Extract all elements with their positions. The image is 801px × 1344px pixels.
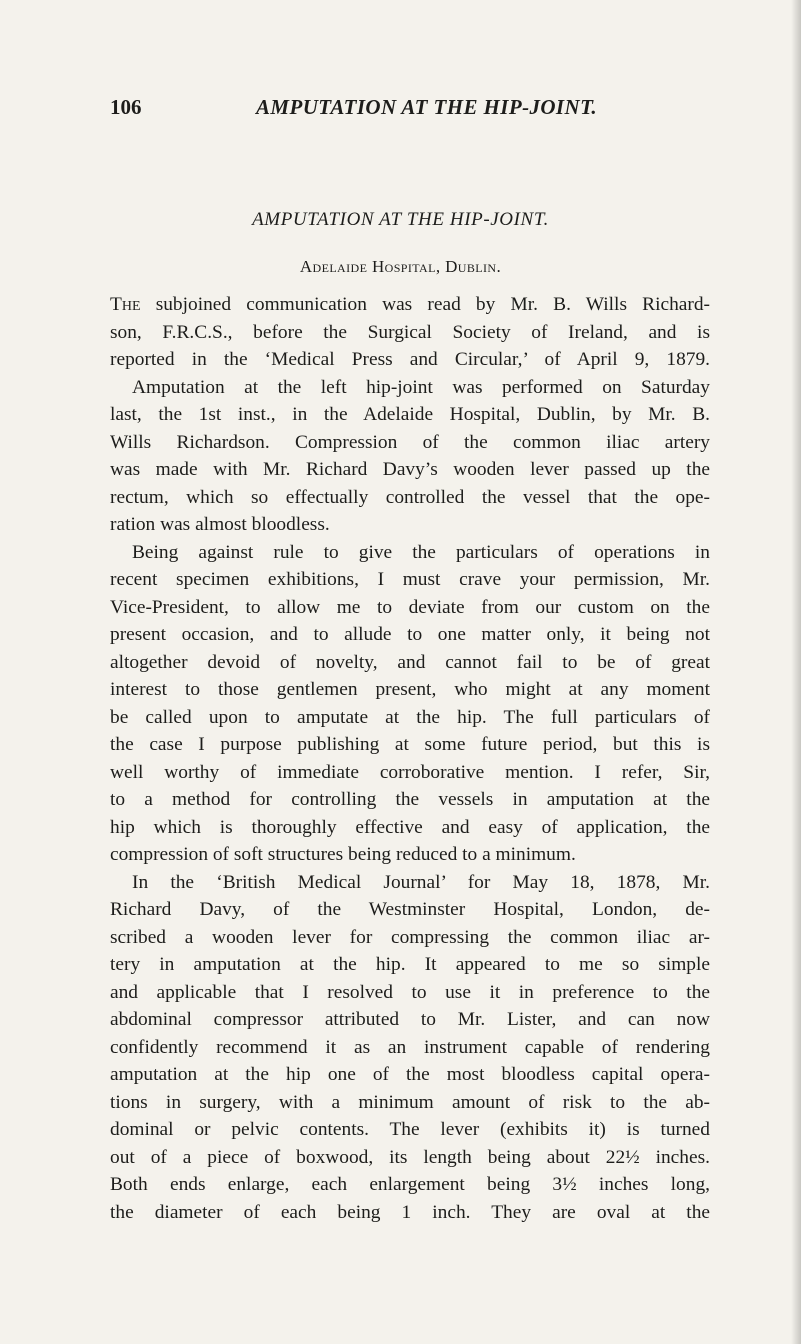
text-line: amputation at the hip one of the most bloodless capital opera- — [110, 1064, 710, 1085]
text-line: Being against rule to give the particulars of operations in — [132, 541, 710, 563]
body-text — [110, 291, 710, 1226]
text-line: the case I purpose publishing at some future period, but this is — [110, 734, 710, 755]
page-edge-shadow — [791, 0, 801, 1344]
text-line: Both ends enlarge, each enlargement being 3½ inches long, — [110, 1174, 710, 1195]
text-line: tions in surgery, with a minimum amount of risk to the ab- — [110, 1091, 710, 1113]
article-subtitle: Adelaide Hospital, Dublin. — [299, 257, 502, 276]
text-line: present occasion, and to allude to one matter only, it being not — [110, 624, 710, 645]
running-head — [110, 90, 710, 124]
text-line: compression of soft structures being reduced to a minimum. — [110, 844, 576, 865]
text-line: dominal or pelvic contents. The lever (exhibits it) is turned — [110, 1119, 710, 1140]
text-line: son, F.R.C.S., before the Surgical Society of Ireland, and is — [110, 321, 710, 343]
text-line: last, the 1st inst., in the Adelaide Hospital, Dublin, by Mr. B. — [110, 404, 710, 425]
text-line: was made with Mr. Richard Davy’s wooden lever passed up the — [110, 459, 710, 480]
text-line: Vice-President, to allow me to deviate from our custom on the — [110, 596, 710, 618]
text-line: confidently recommend it as an instrument capable of rendering — [110, 1036, 710, 1058]
text-line: scribed a wooden lever for compressing the common iliac ar- — [110, 926, 710, 948]
running-title: AMPUTATION AT THE HIP-JOINT. — [256, 95, 598, 119]
page-number: 106 — [110, 95, 142, 119]
text-line: to a method for controlling the vessels in amputation at the — [110, 789, 710, 810]
text-line: the diameter of each being 1 inch. They are oval at the — [110, 1201, 710, 1223]
text-line: ration was almost bloodless. — [110, 514, 330, 535]
text-line: In the ‘British Medical Journal’ for May 18, 1878, Mr. — [132, 871, 710, 893]
article-title: AMPUTATION AT THE HIP-JOINT. — [252, 209, 549, 230]
text-line: reported in the ‘Medical Press and Circular,’ of April 9, 1879. — [110, 349, 710, 370]
text-line: hip which is thoroughly effective and easy of application, the — [110, 816, 710, 838]
text-line: tery in amputation at the hip. It appeared to me so simple — [110, 954, 710, 975]
text-line: be called upon to amputate at the hip. The full particulars of — [110, 706, 710, 728]
text-line: The subjoined communication was read by Mr. B. Wills Richard- — [110, 294, 710, 315]
text-line: out of a piece of boxwood, its length being about 22½ inches. — [110, 1146, 710, 1168]
text-line: well worthy of immediate corroborative mention. I refer, Sir, — [110, 761, 710, 783]
text-line: recent specimen exhibitions, I must crave your permission, Mr. — [110, 569, 710, 590]
text-line: rectum, which so effectually controlled the vessel that the ope- — [110, 486, 710, 508]
text-line: and applicable that I resolved to use it in preference to the — [110, 981, 710, 1003]
text-line: Wills Richardson. Compression of the common iliac artery — [110, 431, 710, 453]
text-line: interest to those gentlemen present, who might at any moment — [110, 679, 710, 700]
text-line: Amputation at the left hip-joint was performed on Saturday — [132, 376, 710, 398]
text-line: abdominal compressor attributed to Mr. Lister, and can now — [110, 1009, 710, 1030]
text-line: altogether devoid of novelty, and cannot fail to be of great — [110, 651, 710, 673]
text-line: Richard Davy, of the Westminster Hospital, London, de- — [110, 899, 710, 920]
